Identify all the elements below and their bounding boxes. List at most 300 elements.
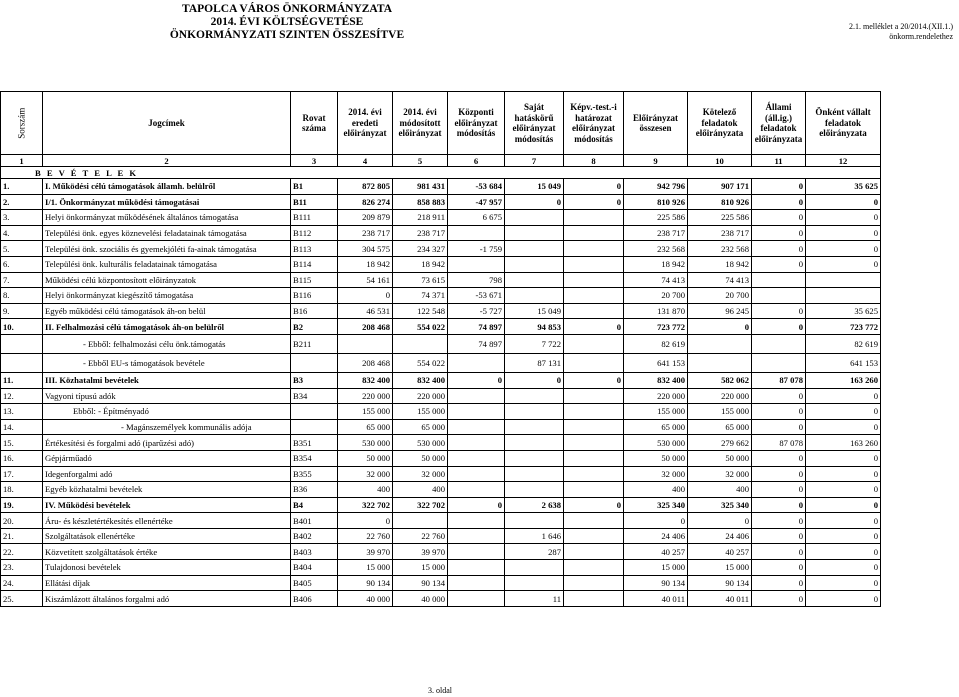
row-value: 400 <box>393 482 448 498</box>
row-value <box>564 419 624 435</box>
row-code: B116 <box>291 288 338 304</box>
row-code <box>291 353 338 372</box>
row-value: 641 153 <box>624 353 688 372</box>
row-value: 0 <box>752 513 806 529</box>
row-value <box>505 210 564 226</box>
row-value <box>505 388 564 404</box>
row-number: 6. <box>1 256 43 272</box>
row-value: 0 <box>564 319 624 335</box>
colnum: 4 <box>338 155 393 167</box>
row-value: 15 000 <box>624 560 688 576</box>
row-value: 0 <box>752 404 806 420</box>
row-value: 0 <box>752 303 806 319</box>
table-row <box>1 388 881 404</box>
row-name: Helyi önkormányzat kiegészítő támogatása <box>43 288 291 304</box>
row-value: 0 <box>806 225 881 241</box>
row-value <box>505 482 564 498</box>
row-value: 0 <box>806 591 881 607</box>
row-value: 0 <box>806 210 881 226</box>
row-number: 23. <box>1 560 43 576</box>
row-code: B11 <box>291 194 338 210</box>
row-value: 7 722 <box>505 334 564 353</box>
row-name: II. Felhalmozási célú támogatások áh-on belülről <box>43 319 291 335</box>
row-value: 18 942 <box>688 256 752 272</box>
row-value: 0 <box>752 419 806 435</box>
row-number: 12. <box>1 388 43 404</box>
row-value: 96 245 <box>688 303 752 319</box>
section-title: B E V É T E L E K <box>1 167 881 179</box>
row-value: 0 <box>806 419 881 435</box>
row-value <box>564 334 624 353</box>
annex-reference <box>849 22 953 42</box>
row-value: 208 468 <box>338 319 393 335</box>
row-value <box>564 482 624 498</box>
col-allami: Állami (áll.ig.) feladatok előirányzata <box>752 92 806 155</box>
row-value: 15 000 <box>338 560 393 576</box>
row-value <box>806 288 881 304</box>
row-value <box>688 353 752 372</box>
row-value: 18 942 <box>624 256 688 272</box>
table-row <box>1 404 881 420</box>
row-code: B36 <box>291 482 338 498</box>
row-number: 14. <box>1 419 43 435</box>
row-value: 20 700 <box>688 288 752 304</box>
table-row <box>1 560 881 576</box>
row-value: 87 078 <box>752 372 806 388</box>
row-value: 723 772 <box>806 319 881 335</box>
colnum: 5 <box>393 155 448 167</box>
row-name: Értékesítési és forgalmi adó (iparűzési adó) <box>43 435 291 451</box>
row-value: 87 131 <box>505 353 564 372</box>
table-row <box>1 256 881 272</box>
row-number: 15. <box>1 435 43 451</box>
row-number: 18. <box>1 482 43 498</box>
row-value: 322 702 <box>338 497 393 513</box>
row-code <box>291 419 338 435</box>
row-value: 530 000 <box>338 435 393 451</box>
row-number: 19. <box>1 497 43 513</box>
row-value: 209 879 <box>338 210 393 226</box>
row-value <box>448 388 505 404</box>
col-sajat: Saját hatáskörű előirányzat módosítás <box>505 92 564 155</box>
table-row <box>1 482 881 498</box>
row-value: 304 575 <box>338 241 393 257</box>
row-number: 25. <box>1 591 43 607</box>
row-value <box>564 513 624 529</box>
row-value <box>688 334 752 353</box>
row-number: 7. <box>1 272 43 288</box>
row-value <box>448 591 505 607</box>
row-code: B211 <box>291 334 338 353</box>
row-value: 155 000 <box>624 404 688 420</box>
row-value: 155 000 <box>393 404 448 420</box>
row-value: 0 <box>752 388 806 404</box>
row-value: 234 327 <box>393 241 448 257</box>
row-value: 0 <box>806 544 881 560</box>
row-value <box>448 435 505 451</box>
row-value: 322 702 <box>393 497 448 513</box>
row-value: 0 <box>688 513 752 529</box>
row-value <box>564 256 624 272</box>
row-code: B405 <box>291 575 338 591</box>
row-value <box>393 513 448 529</box>
row-value <box>564 404 624 420</box>
row-value <box>564 466 624 482</box>
row-value <box>564 388 624 404</box>
row-value: 163 260 <box>806 435 881 451</box>
row-value: 0 <box>752 194 806 210</box>
row-code: B406 <box>291 591 338 607</box>
row-value <box>505 466 564 482</box>
row-value: 90 134 <box>393 575 448 591</box>
row-value: 0 <box>752 319 806 335</box>
col-kepv: Képv.-test.-i határozat előirányzat módosítás <box>564 92 624 155</box>
row-value: 0 <box>806 194 881 210</box>
row-value: 832 400 <box>624 372 688 388</box>
row-number <box>1 334 43 353</box>
title-line-3: ÖNKORMÁNYZATI SZINTEN ÖSSZESÍTVE <box>169 29 405 41</box>
row-name: Tulajdonosi bevételek <box>43 560 291 576</box>
row-value <box>806 272 881 288</box>
row-value: 0 <box>564 497 624 513</box>
row-value: 582 062 <box>688 372 752 388</box>
col-modositott: 2014. évi módosított előirányzat <box>393 92 448 155</box>
row-number: 1. <box>1 179 43 195</box>
row-value: 90 134 <box>624 575 688 591</box>
row-value: 0 <box>806 388 881 404</box>
row-value <box>564 288 624 304</box>
table-row <box>1 466 881 482</box>
row-number: 21. <box>1 528 43 544</box>
row-value <box>564 272 624 288</box>
row-value: 90 134 <box>688 575 752 591</box>
row-number: 5. <box>1 241 43 257</box>
row-name: Egyéb közhatalmi bevételek <box>43 482 291 498</box>
row-value: 0 <box>752 528 806 544</box>
row-value: 0 <box>564 179 624 195</box>
table-row <box>1 225 881 241</box>
row-value: 18 942 <box>393 256 448 272</box>
row-value: 0 <box>752 575 806 591</box>
row-name: I. Működési célú támogatások államh. belülről <box>43 179 291 195</box>
table-row <box>1 528 881 544</box>
row-value: -1 759 <box>448 241 505 257</box>
col-rovat: Rovat száma <box>291 92 338 155</box>
row-number: 11. <box>1 372 43 388</box>
row-value: 810 926 <box>624 194 688 210</box>
row-value: 0 <box>752 466 806 482</box>
header-row <box>1 92 881 155</box>
row-number: 10. <box>1 319 43 335</box>
row-number: 13. <box>1 404 43 420</box>
row-value: 0 <box>806 513 881 529</box>
row-value: 39 970 <box>338 544 393 560</box>
row-number: 4. <box>1 225 43 241</box>
row-value: -5 727 <box>448 303 505 319</box>
row-value: 530 000 <box>624 435 688 451</box>
row-value: 723 772 <box>624 319 688 335</box>
row-value: 87 078 <box>752 435 806 451</box>
row-value: 32 000 <box>393 466 448 482</box>
row-value: 73 615 <box>393 272 448 288</box>
row-value: 94 853 <box>505 319 564 335</box>
row-value: 810 926 <box>688 194 752 210</box>
row-value: 32 000 <box>624 466 688 482</box>
row-value: 15 000 <box>393 560 448 576</box>
row-value: 400 <box>624 482 688 498</box>
row-value: 0 <box>752 241 806 257</box>
row-code: B115 <box>291 272 338 288</box>
row-value: 65 000 <box>624 419 688 435</box>
row-value: 0 <box>688 319 752 335</box>
row-value: 32 000 <box>338 466 393 482</box>
row-number: 3. <box>1 210 43 226</box>
row-code: B4 <box>291 497 338 513</box>
row-value: 0 <box>806 528 881 544</box>
row-name: - Ebből EU-s támogatások bevétele <box>43 353 291 372</box>
row-value <box>448 225 505 241</box>
row-value <box>564 450 624 466</box>
table-row <box>1 241 881 257</box>
table-row <box>1 179 881 195</box>
row-value <box>505 288 564 304</box>
row-value: 832 400 <box>393 372 448 388</box>
row-number: 16. <box>1 450 43 466</box>
row-value: 0 <box>505 372 564 388</box>
col-kotelezo: Kötelező feladatok előirányzata <box>688 92 752 155</box>
row-value: 0 <box>752 256 806 272</box>
row-value: 0 <box>806 404 881 420</box>
row-value: 225 586 <box>688 210 752 226</box>
table-row <box>1 272 881 288</box>
row-value: 208 468 <box>338 353 393 372</box>
row-value: 35 625 <box>806 303 881 319</box>
row-value: 0 <box>752 210 806 226</box>
row-value <box>564 560 624 576</box>
row-value: 0 <box>338 513 393 529</box>
row-value: 40 000 <box>338 591 393 607</box>
row-value: 131 870 <box>624 303 688 319</box>
row-value: 74 897 <box>448 319 505 335</box>
row-value: 0 <box>752 225 806 241</box>
row-value: 981 431 <box>393 179 448 195</box>
row-value: 65 000 <box>338 419 393 435</box>
row-value: 0 <box>806 450 881 466</box>
row-value: 40 257 <box>688 544 752 560</box>
row-value <box>505 225 564 241</box>
row-name: Közvetített szolgáltatások értéke <box>43 544 291 560</box>
row-name: Egyéb működési célú támogatások áh-on belül <box>43 303 291 319</box>
row-value <box>505 575 564 591</box>
row-number: 8. <box>1 288 43 304</box>
row-value: 1 646 <box>505 528 564 544</box>
row-value: 90 134 <box>338 575 393 591</box>
row-value: 0 <box>806 560 881 576</box>
colnum: 8 <box>564 155 624 167</box>
row-value: 0 <box>806 256 881 272</box>
row-value <box>564 591 624 607</box>
row-value: 0 <box>752 179 806 195</box>
row-value: 279 662 <box>688 435 752 451</box>
row-value: 0 <box>752 482 806 498</box>
row-value: 0 <box>624 513 688 529</box>
row-value: 907 171 <box>688 179 752 195</box>
row-value <box>505 241 564 257</box>
budget-table <box>0 91 881 607</box>
row-name: Áru- és készletértékesítés ellenértéke <box>43 513 291 529</box>
colnum: 2 <box>43 155 291 167</box>
row-value: 554 022 <box>393 319 448 335</box>
row-value: 220 000 <box>393 388 448 404</box>
row-value: 35 625 <box>806 179 881 195</box>
row-code <box>291 404 338 420</box>
row-code: B402 <box>291 528 338 544</box>
col-sorszam: Sorszám <box>1 92 43 155</box>
table-row <box>1 288 881 304</box>
row-value: 32 000 <box>688 466 752 482</box>
row-number: 2. <box>1 194 43 210</box>
row-value: 163 260 <box>806 372 881 388</box>
row-value: 40 000 <box>393 591 448 607</box>
row-name: Idegenforgalmi adó <box>43 466 291 482</box>
row-value: 0 <box>338 288 393 304</box>
row-value: 238 717 <box>624 225 688 241</box>
row-code: B355 <box>291 466 338 482</box>
row-code: B351 <box>291 435 338 451</box>
row-value: 858 883 <box>393 194 448 210</box>
row-value <box>752 272 806 288</box>
row-value <box>564 225 624 241</box>
row-value: 20 700 <box>624 288 688 304</box>
row-value <box>564 544 624 560</box>
row-code: B401 <box>291 513 338 529</box>
table-row <box>1 194 881 210</box>
row-value: 50 000 <box>688 450 752 466</box>
row-value: 50 000 <box>393 450 448 466</box>
row-value: 0 <box>806 497 881 513</box>
row-value: 554 022 <box>393 353 448 372</box>
row-name: Települési önk. kulturális feladatainak támogatása <box>43 256 291 272</box>
row-value <box>505 513 564 529</box>
row-value: 74 897 <box>448 334 505 353</box>
row-value <box>448 544 505 560</box>
row-number <box>1 353 43 372</box>
row-value: 22 760 <box>393 528 448 544</box>
row-value: 238 717 <box>393 225 448 241</box>
colnum: 1 <box>1 155 43 167</box>
row-number: 20. <box>1 513 43 529</box>
row-value: 82 619 <box>624 334 688 353</box>
row-value: 24 406 <box>688 528 752 544</box>
row-value <box>338 334 393 353</box>
row-value: 0 <box>752 450 806 466</box>
row-code: B354 <box>291 450 338 466</box>
row-value <box>752 288 806 304</box>
row-value: 18 942 <box>338 256 393 272</box>
table-row <box>1 513 881 529</box>
row-name: Települési önk. egyes köznevelési feladatainak támogatása <box>43 225 291 241</box>
row-value: 0 <box>806 466 881 482</box>
row-code: B404 <box>291 560 338 576</box>
row-value: 74 413 <box>688 272 752 288</box>
row-value <box>448 575 505 591</box>
col-onkent: Önként vállalt feladatok előirányzata <box>806 92 881 155</box>
row-value: 155 000 <box>688 404 752 420</box>
row-value: 74 371 <box>393 288 448 304</box>
row-value <box>564 528 624 544</box>
table-row <box>1 450 881 466</box>
row-value: 0 <box>752 544 806 560</box>
row-value <box>752 353 806 372</box>
row-value: 40 011 <box>688 591 752 607</box>
section-row <box>1 167 881 179</box>
page-number: 3. oldal <box>428 686 452 695</box>
col-kozponti: Központi előirányzat módosítás <box>448 92 505 155</box>
row-value: 0 <box>806 482 881 498</box>
row-value <box>448 482 505 498</box>
table-row <box>1 419 881 435</box>
row-number: 22. <box>1 544 43 560</box>
row-value: 220 000 <box>624 388 688 404</box>
annex-line-1: 2.1. melléklet a 20/2014.(XII.1.) <box>849 22 953 31</box>
row-value <box>505 256 564 272</box>
row-value: 0 <box>564 372 624 388</box>
column-number-row <box>1 155 881 167</box>
row-code: B1 <box>291 179 338 195</box>
table-row <box>1 210 881 226</box>
row-number: 9. <box>1 303 43 319</box>
col-osszesen: Előirányzat összesen <box>624 92 688 155</box>
row-value: 50 000 <box>624 450 688 466</box>
row-value <box>505 419 564 435</box>
row-number: 24. <box>1 575 43 591</box>
row-value: 22 760 <box>338 528 393 544</box>
colnum: 9 <box>624 155 688 167</box>
title-line-2: 2014. ÉVI KÖLTSÉGVETÉSE <box>210 16 364 28</box>
row-value: 225 586 <box>624 210 688 226</box>
row-name: III. Közhatalmi bevételek <box>43 372 291 388</box>
row-value: 220 000 <box>338 388 393 404</box>
row-value <box>448 466 505 482</box>
row-value <box>448 404 505 420</box>
row-value <box>448 528 505 544</box>
row-value: 65 000 <box>688 419 752 435</box>
row-value: -53 684 <box>448 179 505 195</box>
row-value: 220 000 <box>688 388 752 404</box>
row-name: Ebből: - Építményadó <box>43 404 291 420</box>
row-value <box>448 513 505 529</box>
row-value: 0 <box>564 194 624 210</box>
row-value <box>448 419 505 435</box>
col-eredeti: 2014. évi eredeti előirányzat <box>338 92 393 155</box>
row-value: 122 548 <box>393 303 448 319</box>
row-value: 238 717 <box>338 225 393 241</box>
col-jogcimek: Jogcímek <box>43 92 291 155</box>
row-value <box>393 334 448 353</box>
row-value: 40 257 <box>624 544 688 560</box>
row-value: 0 <box>448 372 505 388</box>
row-value: 74 413 <box>624 272 688 288</box>
row-value: 0 <box>806 575 881 591</box>
table-row <box>1 372 881 388</box>
row-value <box>448 256 505 272</box>
row-value: 798 <box>448 272 505 288</box>
row-value <box>564 353 624 372</box>
colnum: 6 <box>448 155 505 167</box>
row-value: 530 000 <box>393 435 448 451</box>
row-value: 50 000 <box>338 450 393 466</box>
colnum: 7 <box>505 155 564 167</box>
